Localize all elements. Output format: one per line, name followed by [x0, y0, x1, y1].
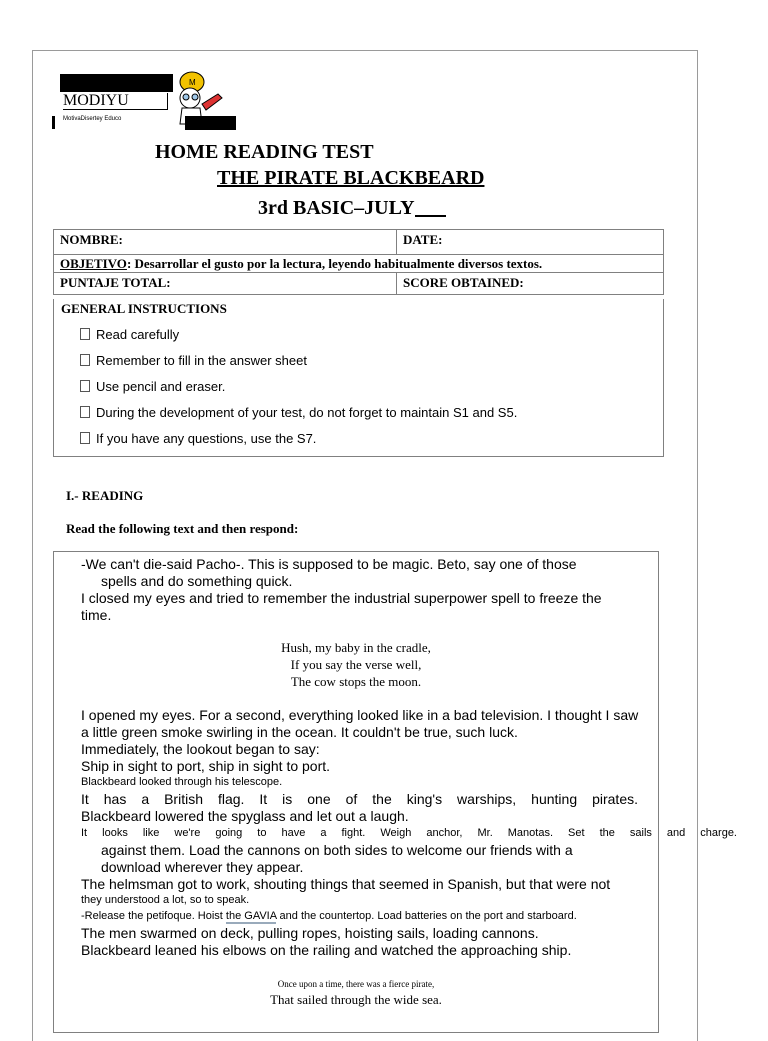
story-line: -We can't die-said Pacho-. This is supposed to be magic. Beto, say one of those [81, 556, 577, 572]
test-title: HOME READING TEST [155, 141, 374, 163]
checkbox-glyph-icon [80, 406, 90, 418]
date-field[interactable]: DATE: [397, 230, 664, 255]
story-line: download wherever they appear. [101, 859, 304, 875]
story-line: It has a British flag. It is one of the king's warships, hunting pirates. [81, 791, 638, 807]
nombre-field[interactable]: NOMBRE: [54, 230, 397, 255]
logo-tagline: MotivaDisertey Educo [63, 116, 122, 122]
svg-text:M: M [189, 78, 196, 87]
instructions-title: GENERAL INSTRUCTIONS [61, 301, 227, 316]
puntaje-field[interactable]: PUNTAJE TOTAL: [54, 273, 397, 295]
story-line: The men swarmed on deck, pulling ropes, hoisting sails, loading cannons. [81, 925, 539, 941]
poem-line: If you say the verse well, [290, 657, 422, 672]
story-line: It looks like we're going to have a fight. Weigh anchor, Mr. Manotas. Set the sails and charge. [81, 827, 737, 839]
poem-line: That sailed through the wide sea. [270, 992, 442, 1007]
story-line: time. [81, 607, 112, 623]
grade-title: 3rd BASIC–JULY [258, 197, 446, 219]
section-title: I.- READING [66, 488, 144, 503]
objetivo-text: : Desarrollar el gusto por la lectura, leyendo habitualmente diversos textos. [126, 256, 543, 271]
checkbox-glyph-icon [80, 354, 90, 366]
objetivo-row [54, 255, 664, 273]
story-line: Immediately, the lookout began to say: [81, 741, 320, 757]
instruction-item: Use pencil and eraser. [80, 379, 225, 394]
story-line: Ship in sight to port, ship in sight to port. [81, 758, 331, 774]
story-line: against them. Load the cannons on both sides to welcome our friends with a [101, 842, 573, 858]
checkbox-glyph-icon [80, 432, 90, 444]
story-line: spells and do something quick. [101, 573, 293, 589]
student-info-table [53, 229, 664, 295]
poem-line: The cow stops the moon. [290, 674, 422, 689]
logo-name: MODIYU [63, 93, 168, 110]
redaction-bar [185, 116, 236, 130]
poem-line: Hush, my baby in the cradle, [281, 640, 431, 655]
instructions-box [53, 299, 664, 457]
story-line: a little green smoke swirling in the ocean. It couldn't be true, such luck. [81, 724, 518, 740]
story-line: -Release the petifoque. Hoist the GAVIA and the countertop. Load batteries on the port and starboard. [81, 910, 577, 922]
story-line: I opened my eyes. For a second, everything looked like in a bad television. I thought I saw [81, 707, 639, 723]
story-line: Blackbeard lowered the spyglass and let out a laugh. [81, 808, 409, 824]
story-line: Blackbeard leaned his elbows on the railing and watched the approaching ship. [81, 942, 572, 958]
instruction-item: During the development of your test, do not forget to maintain S1 and S5. [80, 405, 517, 420]
story-title: THE PIRATE BLACKBEARD [217, 167, 485, 189]
objetivo-label: OBJETIVO [60, 256, 127, 271]
checkbox-glyph-icon [80, 328, 90, 340]
instruction-item: Remember to fill in the answer sheet [80, 353, 307, 368]
redaction-bar [60, 74, 173, 92]
instruction-item: If you have any questions, use the S7. [80, 431, 316, 446]
story-line: The helmsman got to work, shouting things that seemed in Spanish, but that were not [81, 876, 611, 892]
story-line: I closed my eyes and tried to remember the industrial superpower spell to freeze the [81, 590, 602, 606]
story-line: Blackbeard looked through his telescope. [81, 776, 283, 788]
story-line: they understood a lot, so to speak. [81, 894, 250, 906]
redaction-bar [52, 116, 55, 129]
instruction-item: Read carefully [80, 327, 179, 342]
section-prompt: Read the following text and then respond: [66, 521, 299, 536]
score-field[interactable]: SCORE OBTAINED: [397, 273, 664, 295]
poem-line: Once upon a time, there was a fierce pirate, [277, 979, 435, 989]
story-box [53, 551, 737, 1033]
checkbox-glyph-icon [80, 380, 90, 392]
